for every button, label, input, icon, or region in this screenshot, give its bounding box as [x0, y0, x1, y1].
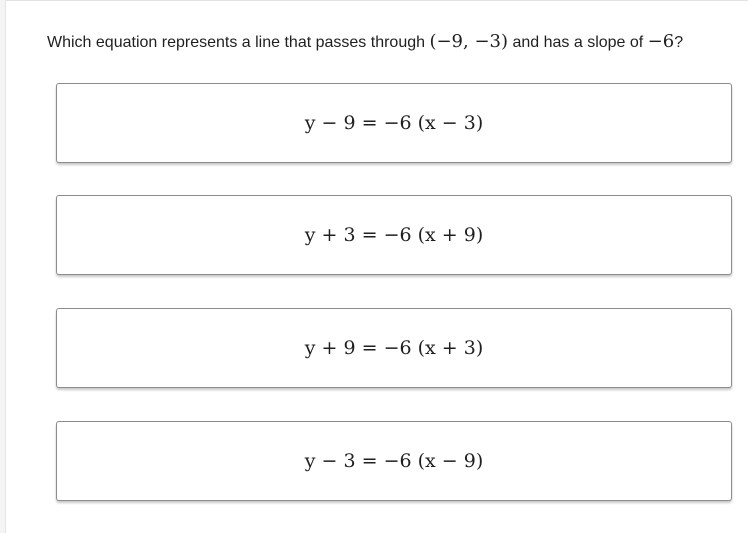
answer-option-4[interactable] — [56, 421, 732, 501]
question-point: (−9, −3) — [429, 31, 509, 52]
answer-option-1[interactable] — [56, 83, 732, 163]
answer-option-2[interactable] — [56, 195, 732, 275]
answer-option-1-equation: y − 9 = −6 (x − 3) — [304, 112, 484, 134]
question-text-before: Which equation represents a line that passes through — [47, 34, 430, 51]
answer-option-3[interactable] — [56, 308, 732, 388]
question-prompt — [47, 31, 683, 52]
answer-option-3-equation: y + 9 = −6 (x + 3) — [304, 337, 484, 359]
question-text-middle: and has a slope of — [508, 34, 648, 51]
question-text-after: ? — [674, 34, 684, 51]
question-panel — [5, 0, 748, 533]
answer-option-4-equation: y − 3 = −6 (x − 9) — [304, 450, 484, 472]
question-slope: −6 — [647, 31, 675, 52]
answer-option-2-equation: y + 3 = −6 (x + 9) — [304, 224, 484, 246]
